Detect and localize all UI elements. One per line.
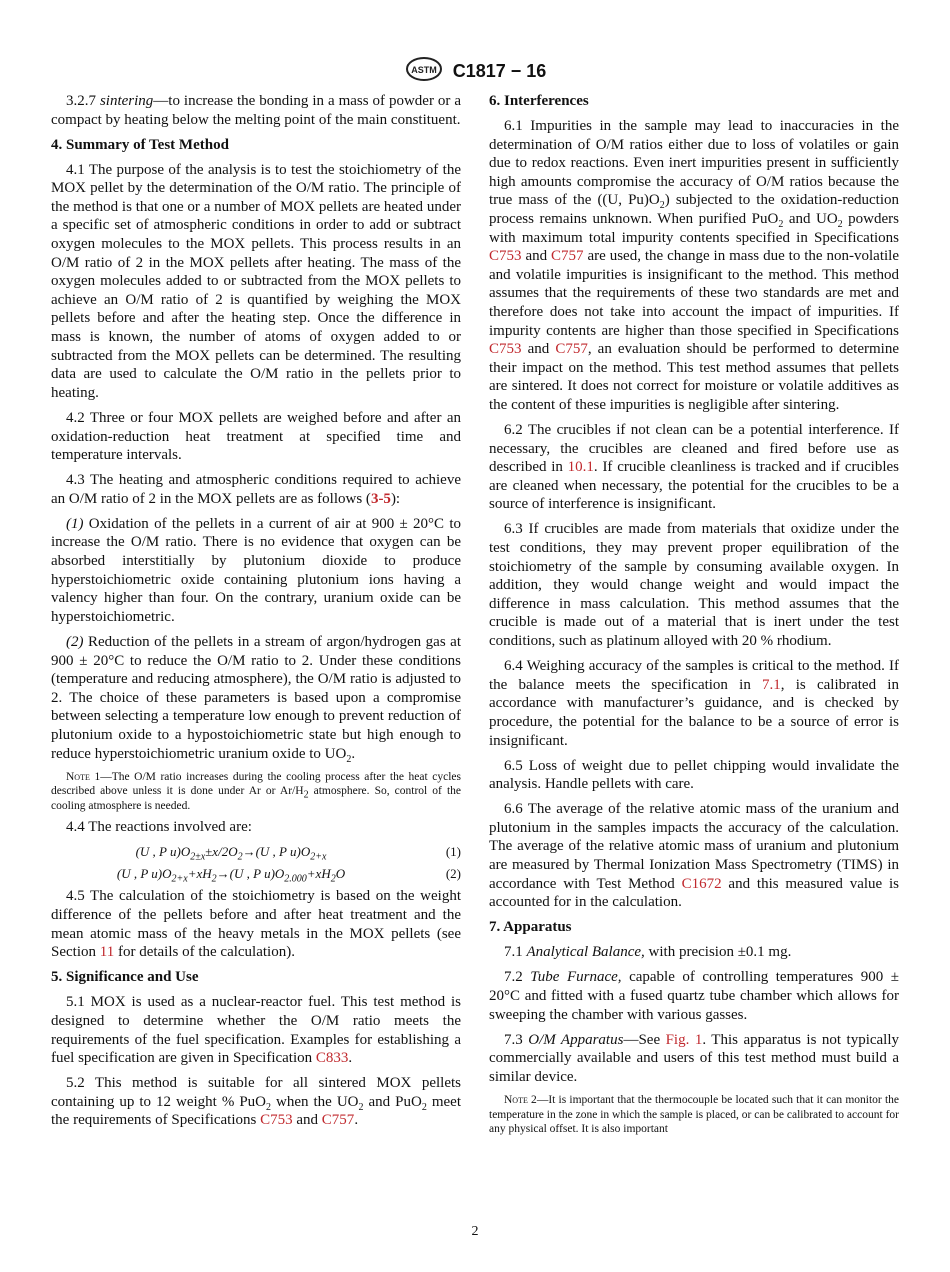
section-link[interactable]: 7.1 bbox=[762, 676, 781, 693]
section-6-heading: 6. Interferences bbox=[489, 93, 589, 109]
para-3-2-7: 3.2.7 sintering—to increase the bonding in a mass of powder or a compact by heating below the melting point of the main constituent. bbox=[51, 93, 462, 128]
para-5-1: 5.1 MOX is used as a nuclear-reactor fuel. This test method is designed to determine whether the O/M ratio meets the requirements of the fuel specification. Examples for establishing a fuel specification are given in Specification C833. bbox=[51, 994, 461, 1067]
para-7-1: 7.1 Analytical Balance, with precision ±0.1 mg. bbox=[504, 944, 792, 961]
note-2: Note 2—It is important that the thermocouple be located such that it can monitor the temperature in the zone in which the sample is placed, or can be calibrated to account for any physical offset. It is also important bbox=[489, 1094, 900, 1136]
para-5-2: 5.2 This method is suitable for all sintered MOX pellets containing up to 12 weight % PuO$_2$ when the $UO_2$ and PuO$_2$ meet the requirements of Specifications C753 and C757. bbox=[51, 1075, 461, 1129]
ref-link[interactable]: 3-5 bbox=[370, 490, 391, 507]
section-5-heading: 5. Significance and Use bbox=[51, 969, 199, 986]
spec-link[interactable]: C833 bbox=[315, 1050, 349, 1067]
right-column bbox=[489, 92, 899, 1142]
para-4-2: 4.2 Three or four MOX pellets are weighed before and after an oxidation-reduction heat treatment at specified time and temperature intervals. bbox=[51, 409, 461, 464]
left-column bbox=[51, 92, 461, 1137]
para-6-6: 6.6 The average of the relative atomic mass of the uranium and plutonium in the samples impacts the accuracy of the calculation. The average of the relative atomic mass of uranium and plutonium are measured by Thermal Ionization Mass Spectrometry (TIMS) in accordance with Test Method C1672 and this measured value is accounted for in the calculation. bbox=[489, 801, 899, 911]
spec-link[interactable]: C757 bbox=[555, 341, 588, 358]
spec-link[interactable]: C1672 bbox=[681, 875, 722, 892]
equation-1: (U , P $u)O_{2\pm x}\pm x/2O_2\to(U$ , P $u)O_{2+x}$ (1) bbox=[135, 844, 461, 864]
para-6-4: 6.4 Weighing accuracy of the samples is critical to the method. If the balance meets the specification in 7.1, is calibrated in accordance with manufacturer’s guidance, and is checked by procedure, the potential for the balance to be a source of error is insignificant. bbox=[489, 658, 899, 749]
astm-logo-icon bbox=[404, 56, 444, 87]
page-header bbox=[0, 56, 950, 87]
para-4-3-1: (1) Oxidation of the pellets in a current of air at 900 ± 20°C to increase the O/M ratio. There is no evidence that oxygen can be absorbed interstitially by plutonium dioxide to produce hyperstoichiometric oxide containing plutonium ions having a valency higher than four. On the contrary, uranium oxide can be hyperstoichiometric. bbox=[51, 515, 461, 625]
section-4-heading: 4. Summary of Test Method bbox=[51, 136, 229, 153]
page-number: 2 bbox=[471, 1224, 479, 1239]
section-link[interactable]: 11 bbox=[99, 944, 115, 961]
para-4-4: 4.4 The reactions involved are: bbox=[66, 819, 252, 836]
para-7-3: 7.3 O/M Apparatus—See Fig. 1. This apparatus is not typically commercially available and users of this test method must build a similar device. bbox=[489, 1031, 900, 1085]
standard-code: C1817 − 16 bbox=[452, 61, 547, 81]
para-6-3: 6.3 If crucibles are made from materials that oxidize under the test conditions, they may prevent proper equilibration of the stoichiometry of the sample by consuming available oxygen. In addition, they would change weight and would impact the difference in mass calculation. This method assumes that the crucible is made out of a material that is inert under the test conditions, such as platinum alloyed with 20 % rhodium. bbox=[489, 521, 899, 650]
para-6-5: 6.5 Loss of weight due to pellet chipping would invalidate the analysis. Handle pellets with care. bbox=[489, 757, 899, 793]
equation-2: (U , P $u)O_{2+x}+xH_2\to(U$ , P $u)O_{2.000}+xH_2O$ (2) bbox=[116, 866, 461, 886]
figure-link[interactable]: Fig. 1 bbox=[665, 1031, 703, 1048]
spec-link[interactable]: C757 bbox=[321, 1112, 355, 1129]
section-7-heading: 7. Apparatus bbox=[489, 919, 572, 936]
spec-link[interactable]: C753 bbox=[260, 1112, 293, 1129]
para-6-1: 6.1 Impurities in the sample may lead to inaccuracies in the determination of O/M ratios either due to loss of volatiles or gain due to redox reactions. Even inert impurities present in sufficiently high amounts compromise the accuracy of O/M ratios because the true mass of the ((U, $Pu)O_2$) subjected to the oxidation-reduction process remains unknown. When purified PuO$_2$ and $UO_2$ powders with maximum total impurity contents specified in Specifications C753 and C757 are used, the change in mass due to the non-volatile and volatile impurities is insignificant to the method. This method assumes that the requirements of these two standards are met and therefore does not take into account the impact of impurities. If impurity contents are higher than those specified in Specifications C753 and C757, an evaluation should be performed to determine their impact on the method. This test method assumes that pellets are sintered. It does not correct for moisture or volatile additives as the content of these impurities is negligible after sintering. bbox=[489, 118, 899, 413]
section-link[interactable]: 10.1 bbox=[567, 459, 594, 476]
para-4-3-2: (2) Reduction of the pellets in a stream of argon/hydrogen gas at 900 ± 20°C to reduce the O/M ratio to 2. Under these conditions (temperature and reducing atmosphere), the O/M ratio is adjusted to 2. The choice of these parameters is based upon a compromise between selecting a temperature low enough to prevent reduction of plutonium oxide to a hypostoichiometric state but high enough to reduce hyperstoichiometric uranium oxide to $UO_2$. bbox=[51, 633, 461, 765]
para-6-2: 6.2 The crucibles if not clean can be a potential interference. If necessary, the crucibles are cleaned and fired before use as described in 10.1. If crucible cleanliness is tracked and if crucibles are cleaned when necessary, the potential for the crucibles to be a source of interference is insignificant. bbox=[489, 422, 899, 513]
spec-link[interactable]: C757 bbox=[551, 248, 584, 265]
para-7-2: 7.2 Tube Furnace, capable of controlling temperatures 900 ± 20°C and fitted with a fused quartz tube chamber which allows for sweeping the chamber with various gasses. bbox=[489, 969, 899, 1023]
para-4-5: 4.5 The calculation of the stoichiometry is based on the weight difference of the pellets before and after heat treatment and the mean atomic mass of the heavy metals in the MOX pellets (see Section 11 for details of the calculation). bbox=[51, 888, 461, 961]
spec-link[interactable]: C753 bbox=[489, 341, 522, 358]
astm-logo-text: ASTM bbox=[410, 65, 437, 75]
spec-link[interactable]: C753 bbox=[489, 248, 522, 265]
para-4-1: 4.1 The purpose of the analysis is to test the stoichiometry of the MOX pellet by the determination of the O/M ratio. The principle of the method is that one or a number of MOX pellets are heated under a specific set of atmospheric conditions in order to add or subtract oxygen molecules to the MOX pellets. This process results in an O/M ratio of 2 in the MOX pellets after heating. The mass of the oxygen molecules added to or subtracted from the MOX pellets to achieve an O/M ratio of 2 is quantified by weighing the MOX pellets before and after the heating step. Once the difference in mass is known, the number of atoms of oxygen added to or subtracted from the MOX pellets can be determined. The resulting data are used to calculate the O/M ratio in the pellets prior to heating. bbox=[51, 161, 461, 401]
note-1: Note 1—The O/M ratio increases during the cooling process after the heat cycles described above unless it is done under Ar or $Ar/H_2$ atmosphere. So, control of the cooling atmosphere is needed. bbox=[51, 770, 462, 812]
para-4-3: 4.3 The heating and atmospheric conditions required to achieve an O/M ratio of 2 in the MOX pellets are as follows (3-5): bbox=[51, 472, 461, 507]
